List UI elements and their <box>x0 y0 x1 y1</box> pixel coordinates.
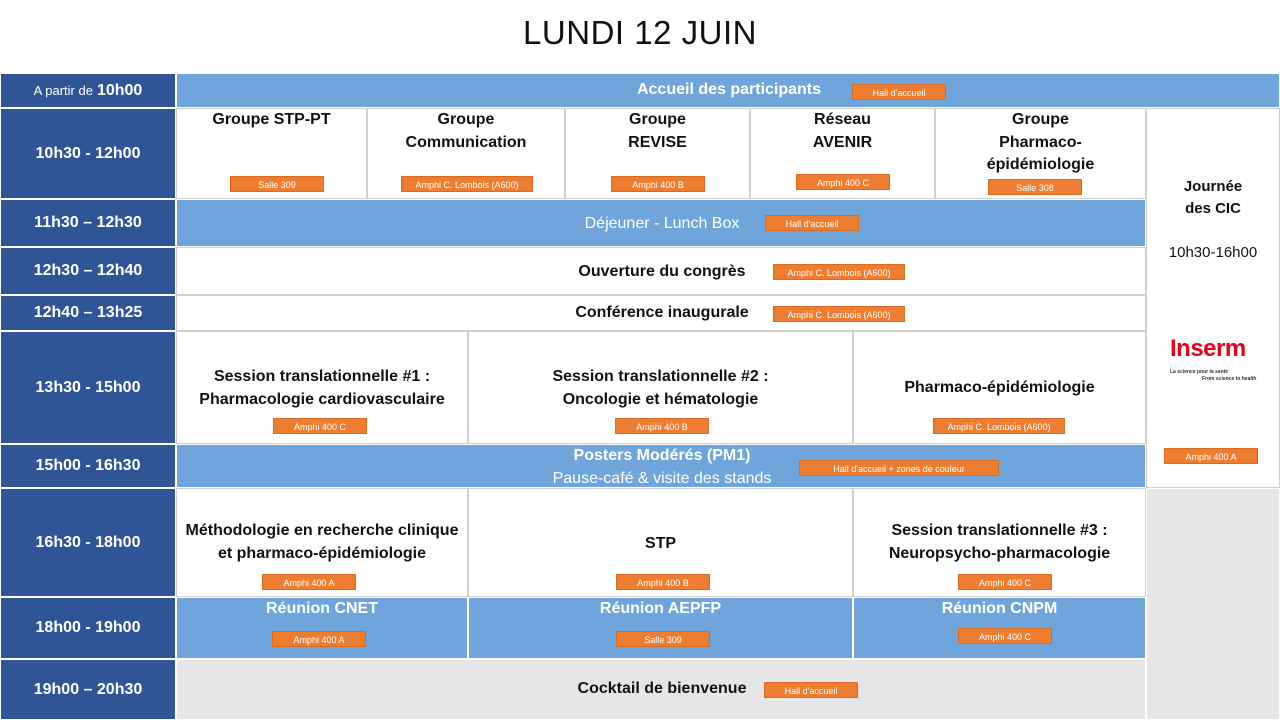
logo-tag1: La science pour la santé <box>1170 369 1229 375</box>
reunion-cell <box>468 597 853 659</box>
session-line1: Session translationnelle #1 : <box>213 368 431 385</box>
group-cell <box>750 108 935 199</box>
dejeuner-label: Déjeuner - Lunch Box <box>584 215 740 232</box>
session-line1: Session translationnelle #2 : <box>552 368 769 385</box>
session-line1: Pharmaco-épidémiologie <box>904 379 1095 396</box>
session-cell <box>468 331 853 444</box>
group-cell <box>176 108 367 199</box>
afternoon-line2: et pharmaco-épidémiologie <box>217 545 427 562</box>
side-line2: des CIC <box>1185 200 1241 217</box>
session-cell <box>853 331 1146 444</box>
afternoon-cell <box>853 488 1146 597</box>
posters-line2: Pause-café & visite des stands <box>552 470 772 487</box>
reunion-cell <box>176 597 468 659</box>
session-line2: Oncologie et hématologie <box>562 391 759 408</box>
time-cell: 16h30 - 18h00 <box>0 488 176 597</box>
room-tag: Hall d'accueil <box>765 215 859 231</box>
afternoon-line1: STP <box>644 535 677 552</box>
room-tag: Salle 309 <box>616 631 710 647</box>
group-line2: REVISE <box>628 134 687 151</box>
accueil-row <box>176 73 1280 108</box>
posters-row <box>176 444 1146 488</box>
room-tag: Amphi 400 A <box>272 631 366 647</box>
room-tag: Hall d'accueil <box>764 682 858 698</box>
room-tag: Hall d'accueil + zones de couleur <box>799 460 999 476</box>
ouverture-row <box>176 247 1146 295</box>
afternoon-line1: Session translationnelle #3 : <box>891 522 1108 539</box>
afternoon-line1: Méthodologie en recherche clinique <box>185 522 459 539</box>
session-cell <box>176 331 468 444</box>
room-tag: Amphi C. Lombois (A600) <box>401 176 533 192</box>
ouverture-label: Ouverture du congrès <box>578 263 746 280</box>
time-value: 10h00 <box>96 81 143 99</box>
room-tag: Amphi 400 C <box>958 628 1052 644</box>
group-cell <box>367 108 565 199</box>
time-cell <box>0 73 176 108</box>
time-cell: 11h30 – 12h30 <box>0 199 176 247</box>
group-line1: Groupe STP-PT <box>212 111 331 128</box>
room-tag: Amphi 400 B <box>615 418 709 434</box>
time-cell: 10h30 - 12h00 <box>0 108 176 199</box>
conference-label: Conférence inaugurale <box>575 304 749 321</box>
dejeuner-row <box>176 199 1146 247</box>
room-tag: Amphi 400 B <box>611 176 705 192</box>
reunion-label: Réunion AEPFP <box>599 600 722 617</box>
side-empty <box>1146 488 1280 720</box>
time-cell: 12h30 – 12h40 <box>0 247 176 295</box>
time-cell: 13h30 - 15h00 <box>0 331 176 444</box>
time-cell: 18h00 - 19h00 <box>0 597 176 659</box>
reunion-label: Réunion CNPM <box>941 600 1058 617</box>
room-tag: Amphi 400 C <box>796 174 890 190</box>
group-line2: AVENIR <box>812 134 873 151</box>
inserm-logo <box>1170 336 1260 386</box>
logo-tag2: From science to health <box>1202 376 1257 382</box>
cocktail-label: Cocktail de bienvenue <box>577 680 747 697</box>
room-tag: Amphi 400 C <box>958 574 1052 590</box>
time-cell: 15h00 - 16h30 <box>0 444 176 488</box>
room-tag: Salle 308 <box>988 179 1082 195</box>
time-cell: 19h00 – 20h30 <box>0 659 176 720</box>
group-cell <box>935 108 1146 199</box>
room-tag: Hall d'accueil <box>852 84 946 100</box>
room-tag: Salle 309 <box>230 176 324 192</box>
cocktail-row <box>176 659 1146 720</box>
logo-word: Inserm <box>1170 335 1246 362</box>
time-cell: 12h40 – 13h25 <box>0 295 176 331</box>
group-cell <box>565 108 750 199</box>
group-line1: Groupe <box>437 111 495 128</box>
group-line1: Réseau <box>814 111 871 128</box>
side-time: 10h30-16h00 <box>1168 244 1258 261</box>
room-tag: Amphi C. Lombois (A600) <box>773 264 905 280</box>
side-line1: Journée <box>1183 178 1243 195</box>
group-line1: Groupe <box>629 111 686 128</box>
session-line2: Pharmacologie cardiovasculaire <box>199 391 445 408</box>
afternoon-line2: Neuropsycho-pharmacologie <box>888 545 1111 562</box>
side-panel <box>1146 108 1280 488</box>
afternoon-cell <box>176 488 468 597</box>
room-tag: Amphi 400 B <box>616 574 710 590</box>
reunion-cell <box>853 597 1146 659</box>
reunion-label: Réunion CNET <box>266 600 378 617</box>
page-title: LUNDI 12 JUIN <box>523 14 757 51</box>
room-tag: Amphi 400 A <box>1164 448 1258 464</box>
group-line3: épidémiologie <box>986 156 1095 173</box>
conference-row <box>176 295 1146 331</box>
posters-line1: Posters Modérés (PM1) <box>573 447 751 464</box>
room-tag: Amphi 400 C <box>273 418 367 434</box>
accueil-label: Accueil des participants <box>636 81 822 98</box>
room-tag: Amphi C. Lombois (A600) <box>933 418 1065 434</box>
afternoon-cell <box>468 488 853 597</box>
group-line2: Pharmaco- <box>999 134 1082 151</box>
group-line2: Communication <box>405 134 527 151</box>
group-line1: Groupe <box>1012 111 1069 128</box>
time-prefix: A partir de <box>33 83 93 98</box>
room-tag: Amphi 400 A <box>262 574 356 590</box>
room-tag: Amphi C. Lombois (A600) <box>773 306 905 322</box>
